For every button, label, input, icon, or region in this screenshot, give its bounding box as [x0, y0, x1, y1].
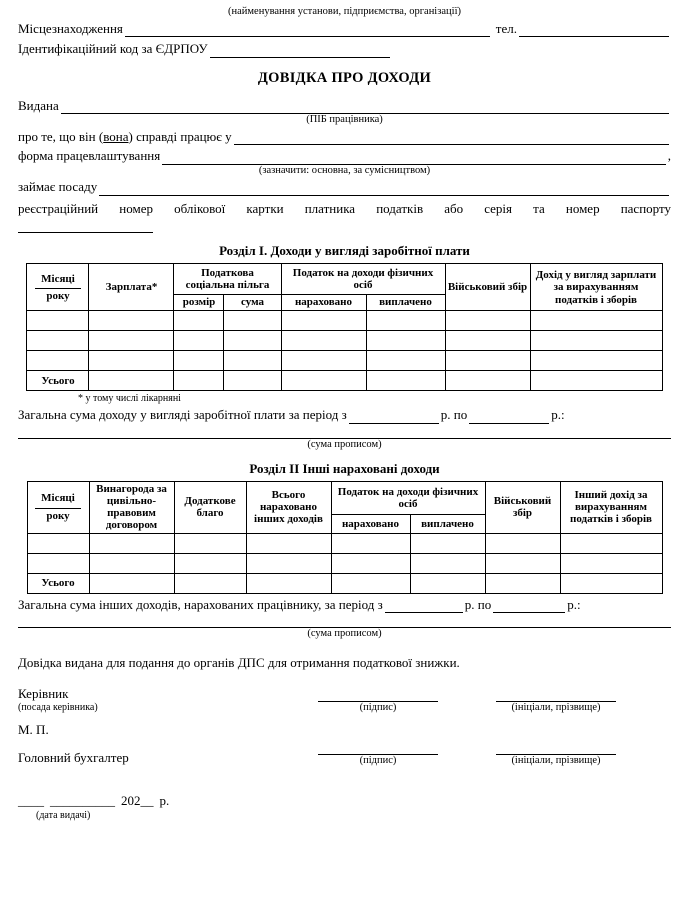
section2-summary-suffix: р.: [567, 596, 581, 612]
cell-extra[interactable] [174, 553, 246, 573]
accountant-initials-block [496, 741, 616, 766]
col-extra-benefit: Додаткове благо [174, 481, 246, 533]
section1-table [26, 263, 662, 391]
section2-title: Розділ ІІ Інші нараховані доходи [249, 460, 440, 476]
date-year-suffix: р. [159, 793, 170, 809]
cell-month[interactable] [27, 351, 89, 371]
accountant-signature-block [318, 741, 438, 766]
cell-extra[interactable] [174, 533, 246, 553]
head-initials-input[interactable] [496, 688, 616, 702]
cell-net[interactable] [560, 533, 662, 553]
total-military[interactable] [485, 573, 560, 593]
col-pit-accrued: нараховано [331, 515, 410, 534]
table-row[interactable] [27, 533, 662, 553]
cell-month[interactable] [27, 553, 89, 573]
accountant-label-block [18, 750, 318, 766]
total-benefit-size[interactable] [174, 371, 224, 391]
col-pit-accrued: нараховано [281, 294, 366, 311]
cell-benefit-size[interactable] [174, 351, 224, 371]
table-row[interactable] [27, 331, 662, 351]
issued-label: Видана [18, 97, 59, 113]
section2-amount-words-hint: (сума прописом) [307, 628, 382, 640]
table-row[interactable] [27, 311, 662, 331]
cell-net[interactable] [560, 553, 662, 573]
cell-military[interactable] [445, 351, 530, 371]
date-month-blank[interactable]: __________ [50, 793, 115, 809]
accountant-label: Головний бухгалтер [18, 750, 129, 766]
cell-benefit-sum[interactable] [224, 331, 281, 351]
head-label: Керівник [18, 686, 69, 702]
cell-pit-paid[interactable] [366, 351, 445, 371]
section1-footnote: * у тому числі лікарняні [78, 393, 181, 405]
section1-amount-words-input[interactable] [18, 424, 671, 439]
date-hint: (дата видачі) [36, 809, 91, 821]
cell-total-other[interactable] [246, 533, 331, 553]
section2-table [27, 481, 663, 594]
document-title: ДОВІДКА ПРО ДОХОДИ [257, 69, 432, 86]
cell-military[interactable] [485, 533, 560, 553]
section1-period-from[interactable] [349, 409, 439, 424]
phone-label: тел. [495, 20, 517, 36]
table-row[interactable] [27, 553, 662, 573]
cell-reward[interactable] [89, 553, 174, 573]
head-initials-hint: (ініціали, прізвище) [511, 702, 601, 714]
table-header-row [27, 481, 662, 515]
total-pit-paid[interactable] [410, 573, 485, 593]
section2-amount-words-input[interactable] [18, 613, 671, 628]
cell-benefit-sum[interactable] [224, 311, 281, 331]
cell-military[interactable] [485, 553, 560, 573]
cell-net[interactable] [530, 311, 662, 331]
total-pit-accrued[interactable] [331, 573, 410, 593]
cell-pit-accrued[interactable] [281, 351, 366, 371]
total-reward[interactable] [89, 573, 174, 593]
date-year-prefix: 202 [121, 793, 141, 809]
cell-net[interactable] [530, 331, 662, 351]
org-name-hint: (найменування установи, підприємства, організації) [228, 6, 461, 17]
section2-period-from[interactable] [385, 598, 463, 613]
section1-summary-mid: р. по [440, 407, 468, 423]
pib-hint: (ПІБ працівника) [306, 114, 383, 126]
cell-military[interactable] [445, 311, 530, 331]
cell-pit-accrued[interactable] [281, 311, 366, 331]
cell-pit-paid[interactable] [366, 311, 445, 331]
head-signature-hint: (підпис) [359, 702, 397, 714]
cell-pit-paid[interactable] [410, 553, 485, 573]
section1-summary-suffix: р.: [551, 407, 565, 423]
stamp-label: М. П. [18, 722, 49, 738]
total-salary[interactable] [89, 371, 174, 391]
cell-month[interactable] [27, 311, 89, 331]
table-header-row [27, 264, 662, 294]
cell-benefit-size[interactable] [174, 311, 224, 331]
total-benefit-sum[interactable] [224, 371, 281, 391]
employment-form-comma: , [667, 148, 671, 164]
position-input[interactable] [99, 181, 669, 196]
head-initials-block [496, 688, 616, 713]
issued-input[interactable] [61, 99, 669, 114]
total-military[interactable] [445, 371, 530, 391]
head-signature-block [318, 688, 438, 713]
accountant-initials-hint: (ініціали, прізвище) [511, 755, 601, 767]
head-signature-row [18, 686, 671, 713]
col-military: Військовий збір [485, 481, 560, 533]
table-total-row[interactable] [27, 573, 662, 593]
section2-summary-prefix: Загальна сума інших доходів, нарахованих працівнику, за період з [18, 596, 383, 612]
cell-pit-accrued[interactable] [281, 331, 366, 351]
cell-pit-accrued[interactable] [331, 533, 410, 553]
head-hint: (посада керівника) [18, 702, 98, 714]
col-tax-benefit-sum: сума [224, 294, 281, 311]
section2-period-to[interactable] [493, 598, 565, 613]
head-signature-input[interactable] [318, 688, 438, 702]
position-row [18, 178, 671, 196]
taxpayer-line: реєстраційний номер облікової картки платника податків або серія та номер паспорту [18, 200, 671, 216]
position-label: займає посаду [18, 179, 98, 195]
works-input[interactable] [234, 130, 669, 145]
section2-summary-row [18, 596, 671, 614]
col-tax-benefit-size: розмір [174, 294, 224, 311]
table-total-row[interactable] [27, 371, 662, 391]
cell-month[interactable] [27, 331, 89, 351]
date-year-blank[interactable]: __ [140, 793, 154, 809]
works-row [18, 128, 671, 146]
cell-salary[interactable] [89, 311, 174, 331]
taxpayer-input[interactable] [18, 218, 153, 233]
col-total-other: Всього нараховано інших доходів [246, 481, 331, 533]
cell-benefit-size[interactable] [174, 331, 224, 351]
cell-total-other[interactable] [246, 553, 331, 573]
edrpou-input[interactable] [210, 43, 390, 58]
col-pit: Податок на доходи фізичних осіб [281, 264, 445, 294]
cell-military[interactable] [445, 331, 530, 351]
accountant-signature-row [18, 741, 671, 766]
head-label-block [18, 686, 318, 713]
cell-pit-paid[interactable] [366, 331, 445, 351]
total-label: Усього [27, 371, 89, 391]
col-net-income: Дохід у вигляд зарплати за вирахуванням податків і зборів [530, 264, 662, 311]
table-row[interactable] [27, 351, 662, 371]
total-net[interactable] [560, 573, 662, 593]
col-months: Місяці року [27, 481, 89, 533]
total-extra[interactable] [174, 573, 246, 593]
total-label: Усього [27, 573, 89, 593]
col-months: Місяці року [27, 264, 89, 311]
location-row [18, 20, 671, 38]
cell-month[interactable] [27, 533, 89, 553]
cell-salary[interactable] [89, 331, 174, 351]
section1-amount-words-hint: (сума прописом) [307, 438, 382, 450]
accountant-initials-input[interactable] [496, 741, 616, 755]
total-pit-accrued[interactable] [281, 371, 366, 391]
col-net-income: Інший дохід за вирахуванням податків і зборів [560, 481, 662, 533]
employment-form-input[interactable] [162, 150, 666, 165]
col-tax-benefit: Податкова соціальна пільга [174, 264, 281, 294]
location-input[interactable] [125, 22, 490, 37]
section1-summary-row [18, 406, 671, 424]
col-pit-paid: виплачено [366, 294, 445, 311]
date-day-blank[interactable]: ____ [18, 793, 44, 809]
employment-form-row [18, 147, 671, 165]
location-label: Місцезнаходження [18, 20, 123, 36]
col-military: Військовий збір [445, 264, 530, 311]
purpose-text: Довідка видана для подання до органів ДПС для отримання податкової знижки. [18, 654, 460, 670]
section2-summary-mid: р. по [464, 596, 492, 612]
col-reward: Винагорода за цивільно-правовим договором [89, 481, 174, 533]
cell-reward[interactable] [89, 533, 174, 553]
section1-title: Розділ І. Доходи у вигляді заробітної плати [219, 243, 470, 259]
works-label: про те, що він (вона) справді працює у [18, 128, 232, 144]
edrpou-row [18, 40, 671, 58]
cell-benefit-sum[interactable] [224, 351, 281, 371]
accountant-signature-input[interactable] [318, 741, 438, 755]
section1-summary-prefix: Загальна сума доходу у вигляді заробітної плати за період з [18, 407, 347, 423]
cell-pit-paid[interactable] [410, 533, 485, 553]
edrpou-label: Ідентифікаційний код за ЄДРПОУ [18, 41, 208, 57]
total-net[interactable] [530, 371, 662, 391]
section1-period-to[interactable] [469, 409, 549, 424]
col-pit-paid: виплачено [410, 515, 485, 534]
total-pit-paid[interactable] [366, 371, 445, 391]
issued-row [18, 97, 671, 115]
col-pit: Податок на доходи фізичних осіб [331, 481, 485, 515]
employment-form-label: форма працевлаштування [18, 148, 161, 164]
date-row [18, 792, 671, 810]
total-other[interactable] [246, 573, 331, 593]
col-salary: Зарплата* [89, 264, 174, 311]
cell-salary[interactable] [89, 351, 174, 371]
cell-net[interactable] [530, 351, 662, 371]
employment-hint: (зазначити: основна, за сумісництвом) [258, 164, 431, 176]
phone-input[interactable] [519, 22, 669, 37]
cell-pit-accrued[interactable] [331, 553, 410, 573]
accountant-signature-hint: (підпис) [359, 755, 397, 767]
